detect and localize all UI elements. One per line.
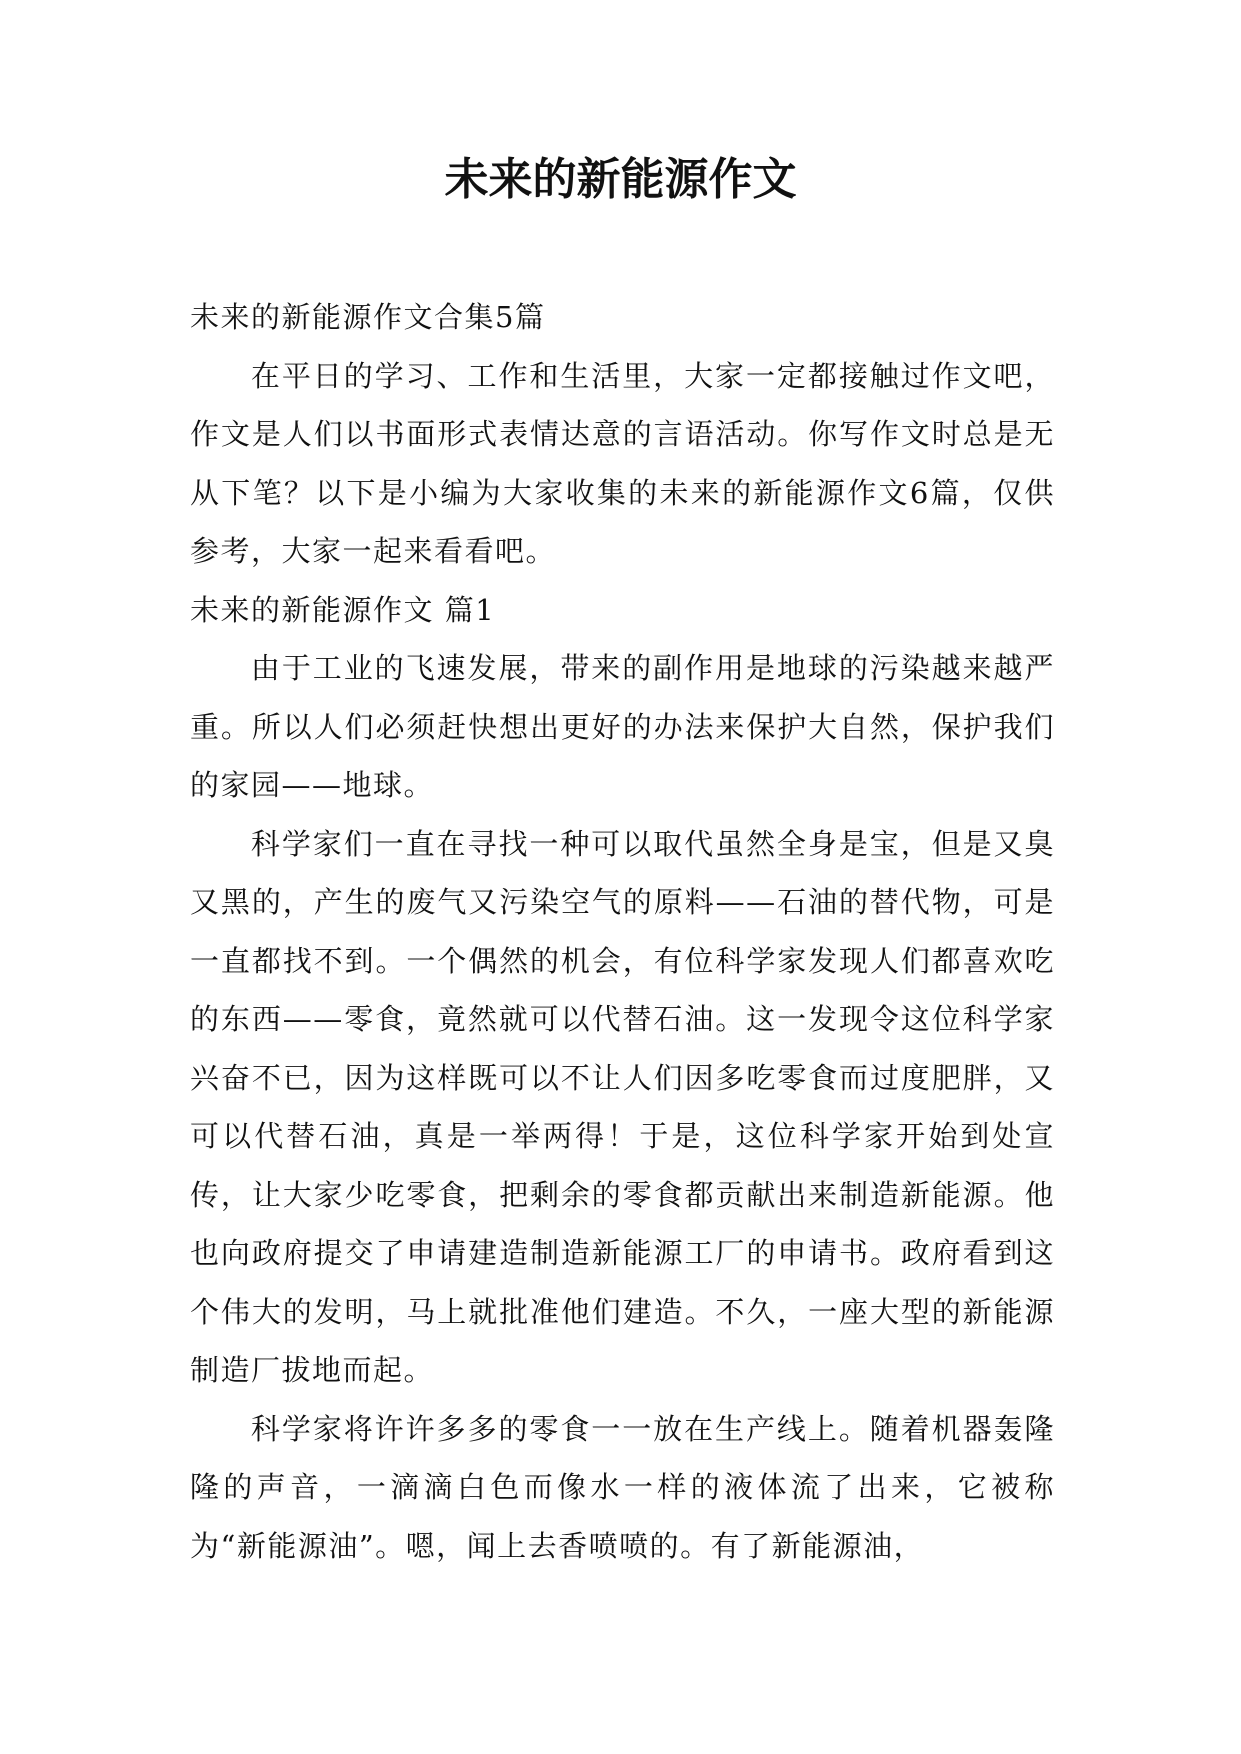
body-paragraph: 科学家将许许多多的零食一一放在生产线上。随着机器轰隆隆的声音，一滴滴白色而像水一样的液体流了出来，它被称为“新能源油”。嗯，闻上去香喷喷的。有了新能源油，	[190, 1411, 1055, 1563]
body-paragraph: 科学家们一直在寻找一种可以取代虽然全身是宝，但是又臭又黑的，产生的废气又污染空气的原料——石油的替代物，可是一直都找不到。一个偶然的机会，有位科学家发现人们都喜欢吃的东西——零食，竟然就可以代替石油。这一发现令这位科学家兴奋不已，因为这样既可以不让人们因多吃零食而过度肥胖，又可以代替石油，真是一举两得！于是，这位科学家开始到处宣传，让大家少吃零食，把剩余的零食都贡献出来制造新能源。他也向政府提交了申请建造制造新能源工厂的申请书。政府看到这个伟大的发明，马上就批准他们建造。不久，一座大型的新能源制造厂拔地而起。	[190, 826, 1055, 1387]
document-body	[190, 288, 1055, 1575]
collection-heading: 未来的新能源作文合集5篇	[190, 300, 546, 334]
body-paragraph: 由于工业的飞速发展，带来的副作用是地球的污染越来越严重。所以人们必须赶快想出更好的办法来保护大自然，保护我们的家园——地球。	[190, 651, 1055, 802]
intro-paragraph: 在平日的学习、工作和生活里，大家一定都接触过作文吧，作文是人们以书面形式表情达意的言语活动。你写作文时总是无从下笔？以下是小编为大家收集的未来的新能源作文6篇，仅供参考，大家一起来看看吧。	[190, 358, 1055, 568]
document-title: 未来的新能源作文	[444, 154, 797, 205]
section-heading: 未来的新能源作文 篇1	[190, 592, 496, 627]
